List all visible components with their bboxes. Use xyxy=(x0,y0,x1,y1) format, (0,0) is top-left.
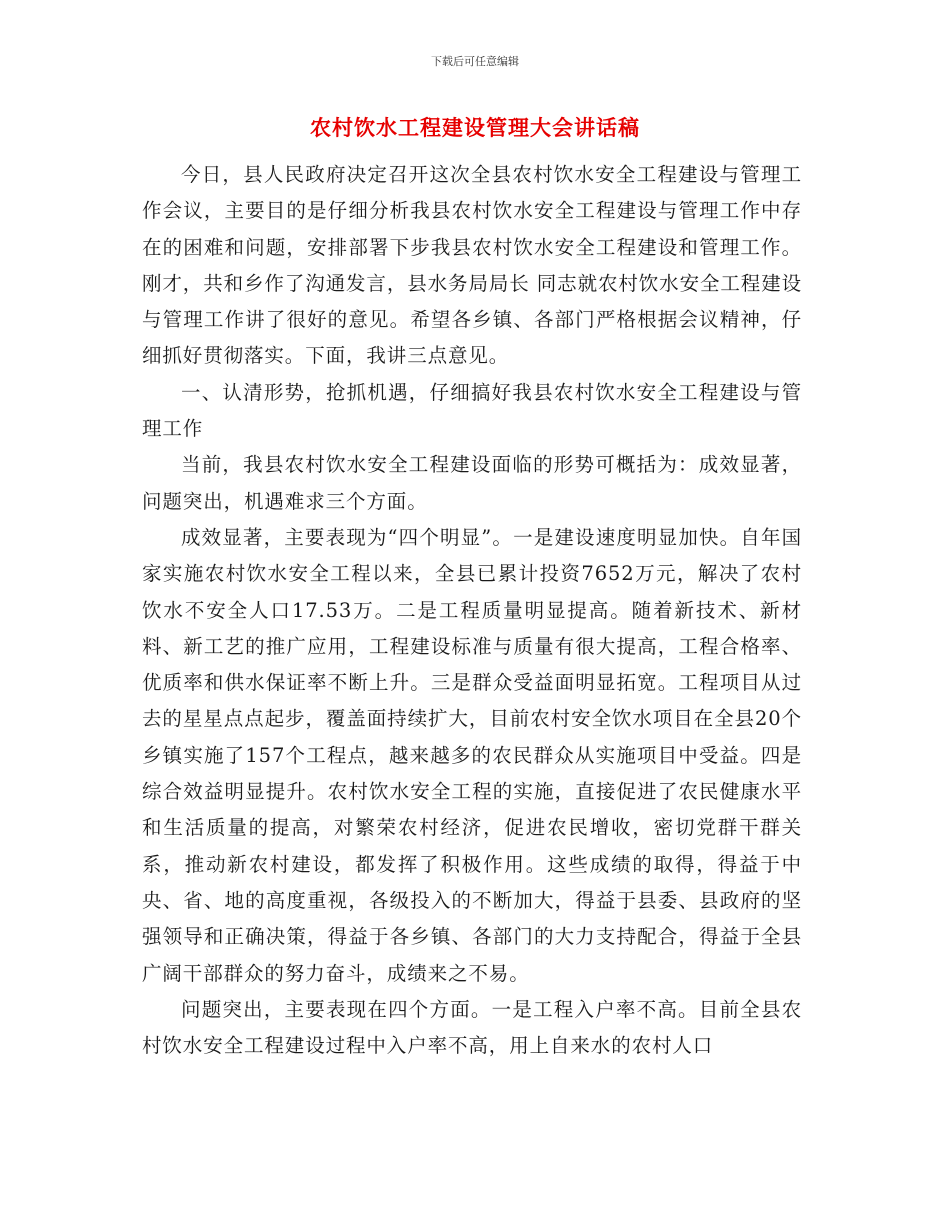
document-body xyxy=(142,157,802,1064)
paragraph-achievements: 成效显著，主要表现为“四个明显”。一是建设速度明显加快。自年国家实施农村饮水安全工程以来，全县已累计投资7652万元，解决了农村饮水不安全人口17.53万。二是工程质量明显提高。随着新技术、新材料、新工艺的推广应用，工程建设标准与质量有很大提高，工程合格率、优质率和供水保证率不断上升。三是群众受益面明显拓宽。工程项目从过去的星星点点起步，覆盖面持续扩大，目前农村安全饮水项目在全县20个乡镇实施了157个工程点，越来越多的农民群众从实施项目中受益。四是综合效益明显提升。农村饮水安全工程的实施，直接促进了农民健康水平和生活质量的提高，对繁荣农村经济，促进农民增收，密切党群干群关系，推动新农村建设，都发挥了积极作用。这些成绩的取得，得益于中央、省、地的高度重视，各级投入的不断加大，得益于县委、县政府的坚强领导和正确决策，得益于各乡镇、各部门的大力支持配合，得益于全县广阔干部群众的努力奋斗，成绩来之不易。 xyxy=(142,525,802,985)
document-title: 农村饮水工程建设管理大会讲话稿 xyxy=(310,115,640,140)
section-heading-1: 一、认清形势，抢抓机遇，仔细搞好我县农村饮水安全工程建设与管理工作 xyxy=(142,380,802,441)
paragraph-problems: 问题突出，主要表现在四个方面。一是工程入户率不高。目前全县农村饮水安全工程建设过程中入户率不高，用上自来水的农村人口 xyxy=(142,997,802,1058)
paragraph-intro: 今日，县人民政府决定召开这次全县农村饮水安全工程建设与管理工作会议，主要目的是仔细分析我县农村饮水安全工程建设与管理工作中存在的困难和问题，安排部署下步我县农村饮水安全工程建设和管理工作。刚才，共和乡作了沟通发言，县水务局局长 同志就农村饮水安全工程建设与管理工作讲了很好的意见。希望各乡镇、各部门严格根据会议精神，仔细抓好贯彻落实。下面，我讲三点意见。 xyxy=(142,163,802,368)
paragraph-situation: 当前，我县农村饮水安全工程建设面临的形势可概括为：成效显著，问题突出，机遇难求三个方面。 xyxy=(142,453,802,513)
page-header-note: 下载后可任意编辑 xyxy=(431,55,519,68)
